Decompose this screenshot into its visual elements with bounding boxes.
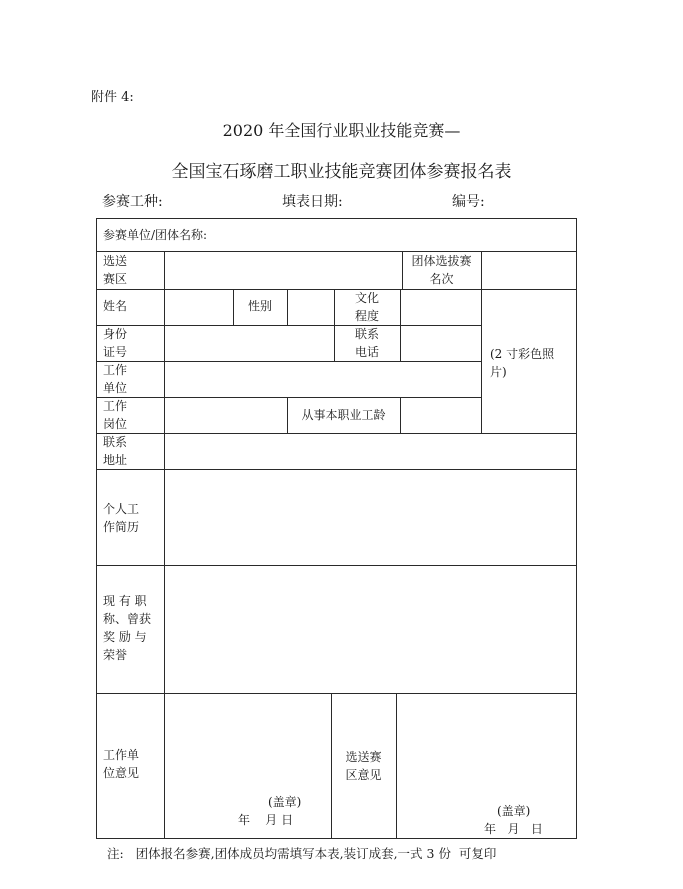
unit-date-label: 年 月 日 — [238, 813, 294, 827]
id-label-1: 身份 — [103, 327, 128, 341]
post-label-2: 岗位 — [103, 417, 128, 431]
region-opinion-label-2: 区意见 — [345, 768, 382, 782]
footnote: 注: 团体报名参赛,团体成员均需填写本表,装订成套,一式 3 份 可复印 — [107, 846, 497, 861]
photo-placeholder-2: 片) — [490, 365, 507, 379]
phone-label-1: 联系 — [354, 327, 379, 341]
id-label-2: 证号 — [103, 345, 128, 359]
attachment-label: 附件 4: — [91, 90, 134, 105]
resume-label-1: 个人工 — [103, 502, 140, 516]
serial-number-label: 编号: — [452, 194, 485, 210]
work-years-label: 从事本职业工龄 — [301, 408, 386, 422]
unit-name-label: 参赛单位/团体名称: — [103, 228, 208, 242]
region-seal-label: (盖章) — [497, 804, 531, 818]
work-unit-label-1: 工作 — [103, 363, 128, 377]
rank-label-2: 名次 — [429, 272, 454, 286]
gender-label: 性别 — [247, 299, 272, 313]
title-line-1: 2020 年全国行业职业技能竞赛— — [222, 121, 461, 140]
post-label-1: 工作 — [103, 399, 128, 413]
phone-label-2: 电话 — [354, 345, 379, 359]
honor-label-1: 现 有 职 — [103, 594, 147, 608]
name-label: 姓名 — [103, 299, 128, 313]
region-date-label: 年 月 日 — [484, 822, 543, 836]
region-label-2: 赛区 — [103, 272, 128, 286]
resume-label-2: 作简历 — [103, 520, 140, 534]
work-unit-label-2: 单位 — [103, 381, 128, 395]
unit-opinion-label-2: 位意见 — [103, 766, 140, 780]
unit-opinion-label-1: 工作单 — [103, 748, 140, 762]
photo-placeholder-1: (2 寸彩色照 — [490, 347, 555, 361]
page-title: 全国宝石琢磨工职业技能竞赛团体参赛报名表 — [171, 162, 512, 182]
address-label-2: 地址 — [103, 453, 128, 467]
education-label-2: 程度 — [354, 309, 379, 323]
honor-label-2: 称、曾获 — [103, 612, 152, 626]
region-label-1: 选送 — [103, 254, 128, 268]
fill-date-label: 填表日期: — [282, 194, 343, 210]
honor-label-4: 荣誉 — [103, 648, 128, 662]
address-label-1: 联系 — [103, 435, 128, 449]
region-opinion-label-1: 选送赛 — [345, 750, 382, 764]
honor-label-3: 奖 励 与 — [103, 630, 147, 644]
rank-label-1: 团体选拔赛 — [411, 254, 472, 268]
unit-seal-label: (盖章) — [268, 795, 302, 809]
trade-label: 参赛工种: — [102, 194, 163, 210]
education-label-1: 文化 — [354, 291, 379, 305]
